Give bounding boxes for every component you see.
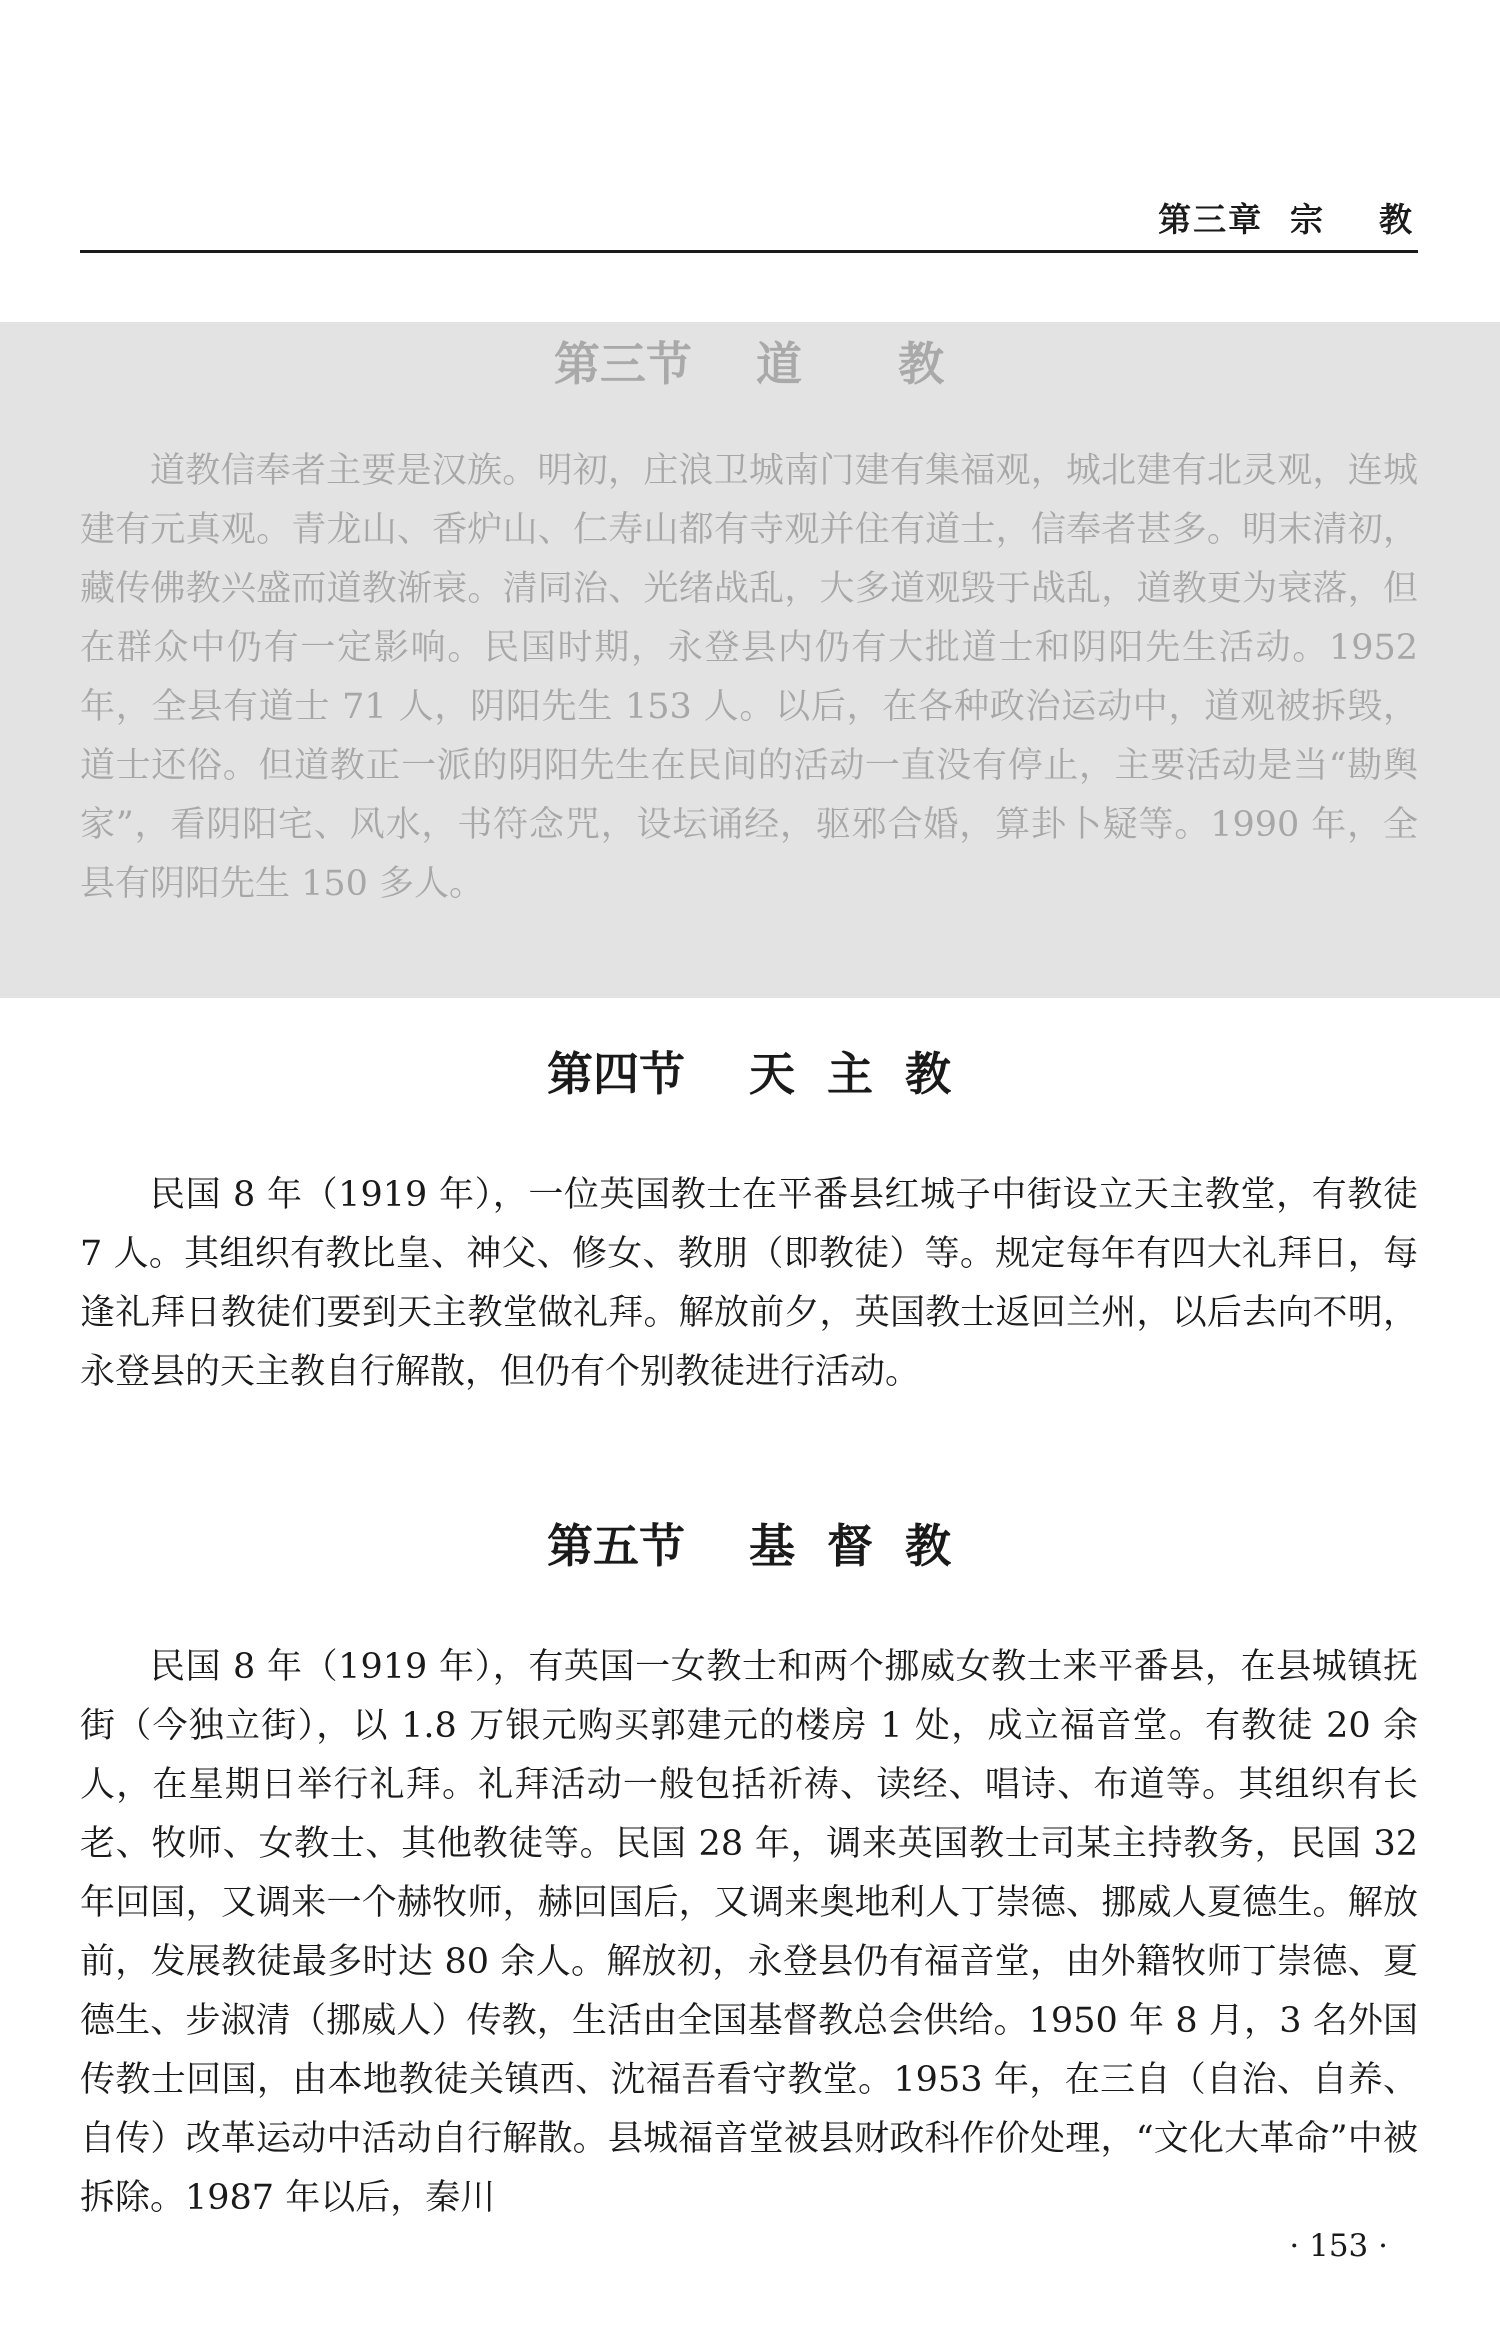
section-body-catholicism: 民国 8 年（1919 年），一位英国教士在平番县红城子中街设立天主教堂，有教徒 7 人。其组织有教比皇、神父、修女、教朋（即教徒）等。规定每年有四大礼拜日，每逢礼拜日教徒们要到天主教堂做礼拜。解放前夕，英国教士返回兰州，以后去向不明，永登县的天主教自行解散，但仍有个别教徒进行活动。	[80, 1175, 1418, 1392]
section-body-christianity: 民国 8 年（1919 年），有英国一女教士和两个挪威女教士来平番县，在县城镇抚街（今独立街），以 1.8 万银元购买郭建元的楼房 1 处，成立福音堂。有教徒 20 余人，在星期日举行礼拜。礼拜活动一般包括祈祷、读经、唱诗、布道等。其组织有长老、牧师、女教士、其他教徒等。民国 28 年，调来英国教士司某主持教务，民国 32 年回国，又调来一个赫牧师，赫回国后，又调来奥地利人丁崇德、挪威人夏德生。解放前，发展教徒最多时达 80 余人。解放初，永登县仍有福音堂，由外籍牧师丁崇德、夏德生、步淑清（挪威人）传教，生活由全国基督教总会供给。1950 年 8 月，3 名外国传教士回国，由本地教徒关镇西、沈福吾看守教堂。1953 年，在三自（自治、自养、自传）改革运动中活动自行解散。县城福音堂被县财政科作价处理，“文化大革命”中被拆除。1987 年以后，秦川	[80, 1647, 1418, 2218]
section-body-daoism: 道教信奉者主要是汉族。明初，庄浪卫城南门建有集福观，城北建有北灵观，连城建有元真观。青龙山、香炉山、仁寿山都有寺观并住有道士，信奉者甚多。明末清初，藏传佛教兴盛而道教渐衰。清同治、光绪战乱，大多道观毁于战乱，道教更为衰落，但在群众中仍有一定影响。民国时期，永登县内仍有大批道士和阴阳先生活动。1952 年，全县有道士 71 人，阴阳先生 153 人。以后，在各种政治运动中，道观被拆毁，道士还俗。但道教正一派的阴阳先生在民间的活动一直没有停止，主要活动是当“勘舆家”，看阴阳宅、风水，书符念咒，设坛诵经，驱邪合婚，算卦卜疑等。1990 年，全县有阴阳先生 150 多人。	[80, 451, 1418, 904]
section-title-catholicism: 第四节 天 主 教	[546, 1047, 952, 1101]
section-catholicism	[80, 1044, 1418, 1402]
running-header: 第三章 宗 教	[1158, 200, 1414, 239]
header-rule	[80, 250, 1418, 253]
page-number: · 153 ·	[1289, 2228, 1388, 2264]
section-title-christianity: 第五节 基 督 教	[546, 1519, 952, 1573]
section-daoism	[80, 334, 1418, 914]
section-christianity	[80, 1516, 1418, 2228]
section-title-daoism: 第三节 道 教	[553, 337, 945, 391]
